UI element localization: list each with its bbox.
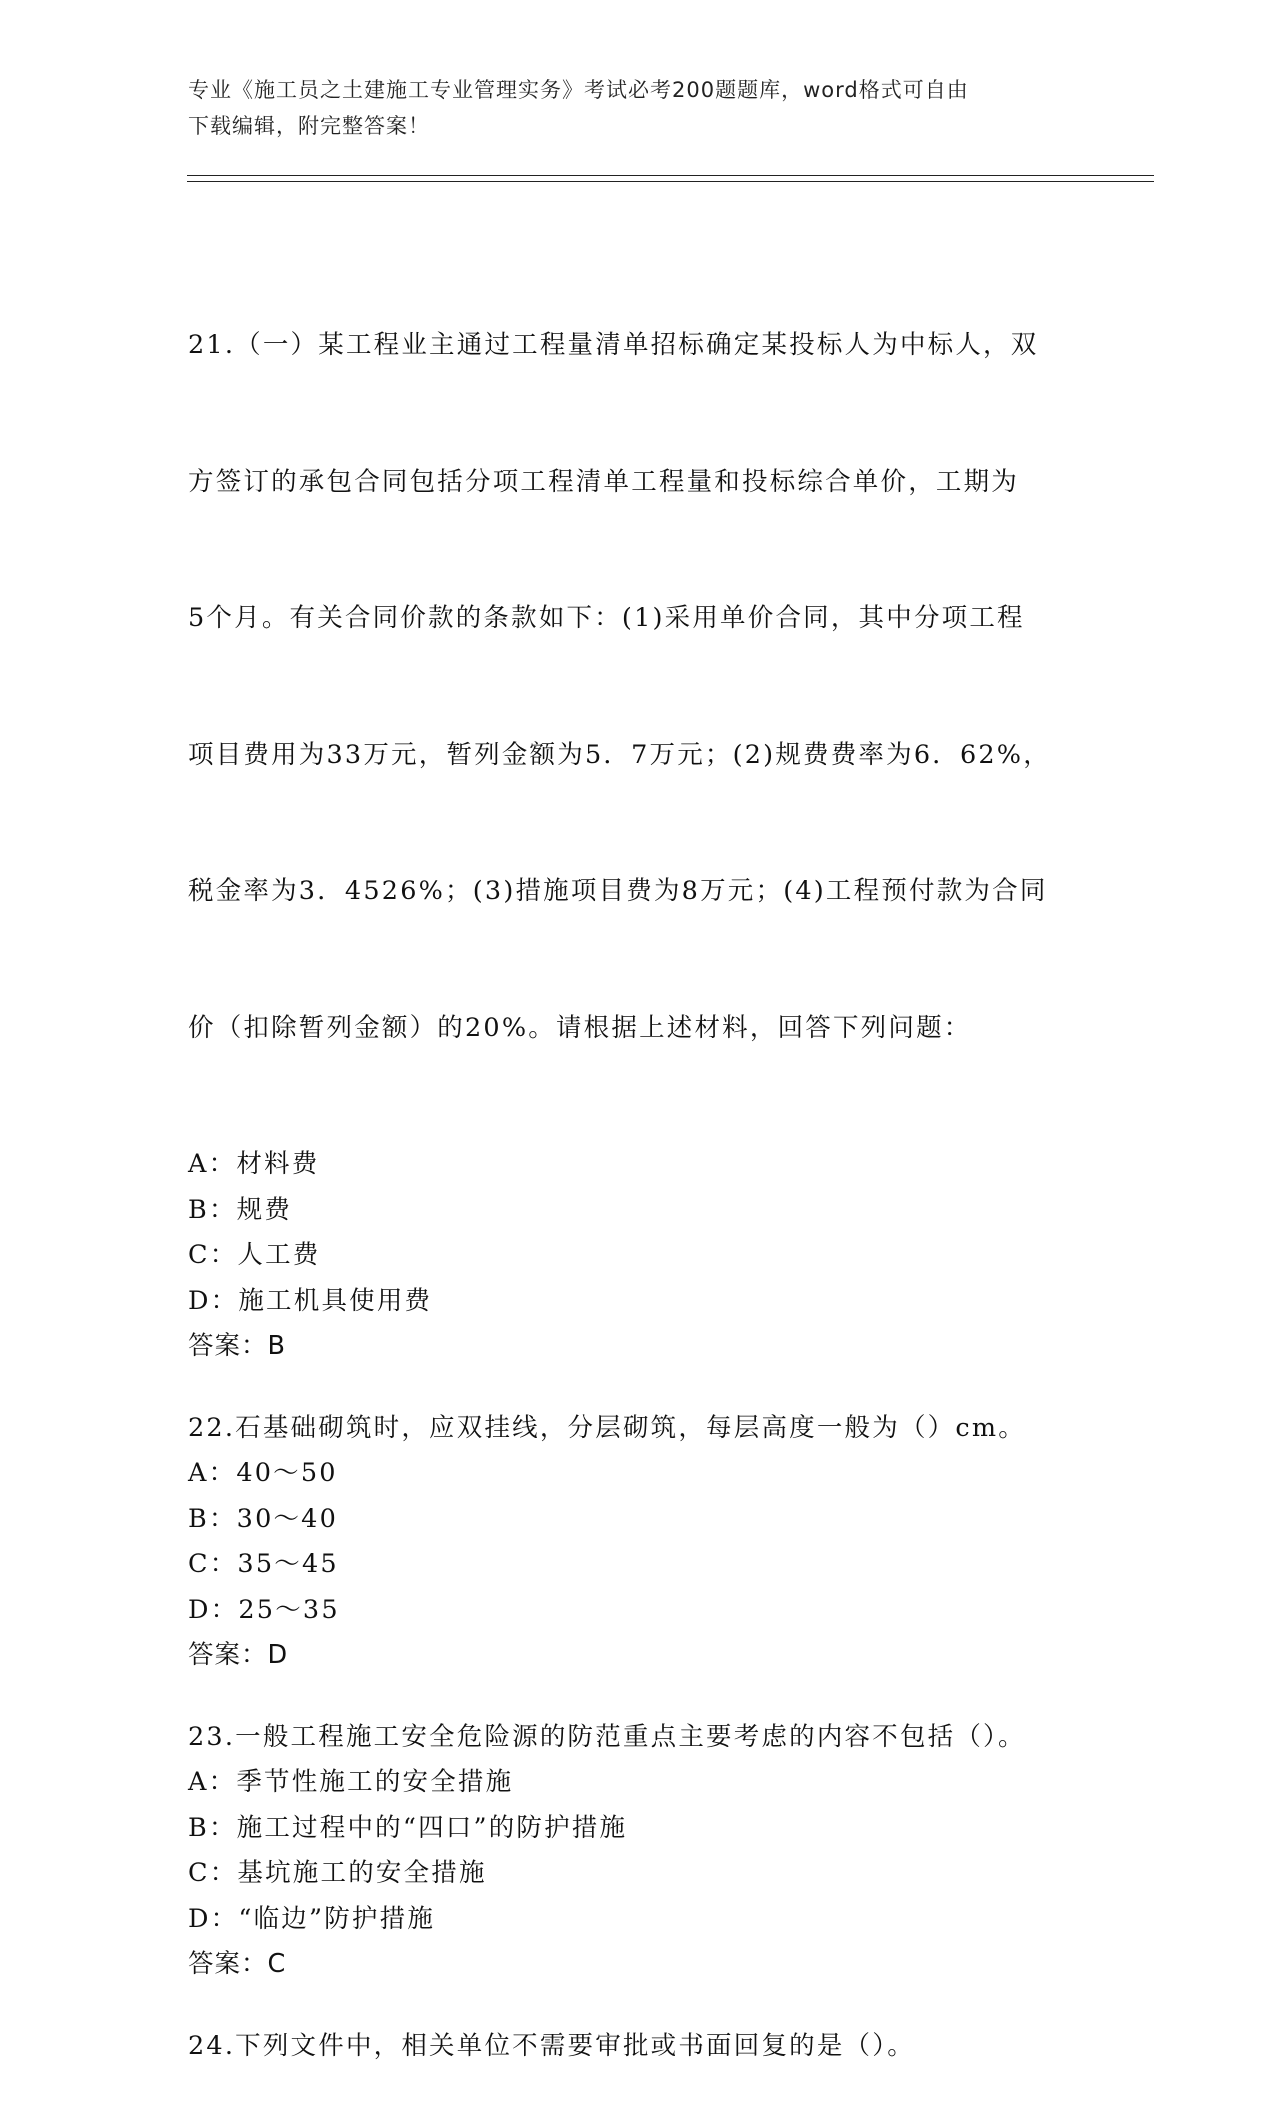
option-b: B：规费 (188, 1194, 293, 1225)
question-24-stem: 24.下列文件中，相关单位不需要审批或书面回复的是（）。 (188, 2030, 915, 2061)
option-c: C：基坑施工的安全措施 (188, 1858, 487, 1888)
question-list (188, 232, 1088, 2105)
option-a: A：季节性施工的安全措施 (188, 1767, 514, 1797)
header-line-2: 下载编辑，附完整答案！ (188, 114, 430, 138)
option-a: A：材料费 (188, 1149, 320, 1179)
question-21 (188, 232, 1088, 1370)
header-divider-top (187, 175, 1154, 176)
option-d: D：25～35 (188, 1594, 340, 1625)
option-c: C：人工费 (188, 1240, 321, 1270)
question-23 (188, 1715, 1088, 1988)
option-d: D：“临边”防护措施 (188, 1903, 436, 1934)
question-22-stem: 22.石基础砌筑时，应双挂线，分层砌筑，每层高度一般为（）cm。 (188, 1412, 1026, 1443)
document-header (188, 72, 1088, 144)
question-text-line: 21.（一）某工程业主通过工程量清单招标确定某投标人为中标人，双 (188, 330, 1039, 360)
header-line-1: 专业《施工员之土建施工专业管理实务》考试必考200题题库，word格式可自由 (188, 78, 969, 102)
option-b: B：30～40 (188, 1503, 339, 1534)
answer-line: 答案：D (188, 1640, 289, 1670)
question-24 (188, 2024, 1088, 2070)
option-c: C：35～45 (188, 1549, 339, 1579)
question-text-line: 方签订的承包合同包括分项工程清单工程量和投标综合单价，工期为 (188, 466, 1020, 497)
question-text-line: 税金率为3．4526%；(3)措施项目费为8万元；(4)工程预付款为合同 (188, 876, 1048, 906)
answer-line: 答案：B (188, 1331, 286, 1361)
question-23-stem: 23.一般工程施工安全危险源的防范重点主要考虑的内容不包括（）。 (188, 1721, 1026, 1752)
option-d: D：施工机具使用费 (188, 1285, 433, 1316)
answer-line: 答案：C (188, 1949, 287, 1979)
question-22 (188, 1406, 1088, 1679)
header-divider-bottom (187, 181, 1154, 182)
question-text-line: 项目费用为33万元，暂列金额为5．7万元；(2)规费费率为6．62%， (188, 739, 1051, 770)
option-b: B：施工过程中的“四口”的防护措施 (188, 1812, 628, 1843)
option-a: A：40～50 (188, 1458, 338, 1488)
question-text-line: 5个月。有关合同价款的条款如下：(1)采用单价合同，其中分项工程 (188, 603, 1025, 633)
question-21-stem (188, 232, 1088, 1142)
question-text-line: 价（扣除暂列金额）的20%。请根据上述材料，回答下列问题： (188, 1012, 972, 1043)
